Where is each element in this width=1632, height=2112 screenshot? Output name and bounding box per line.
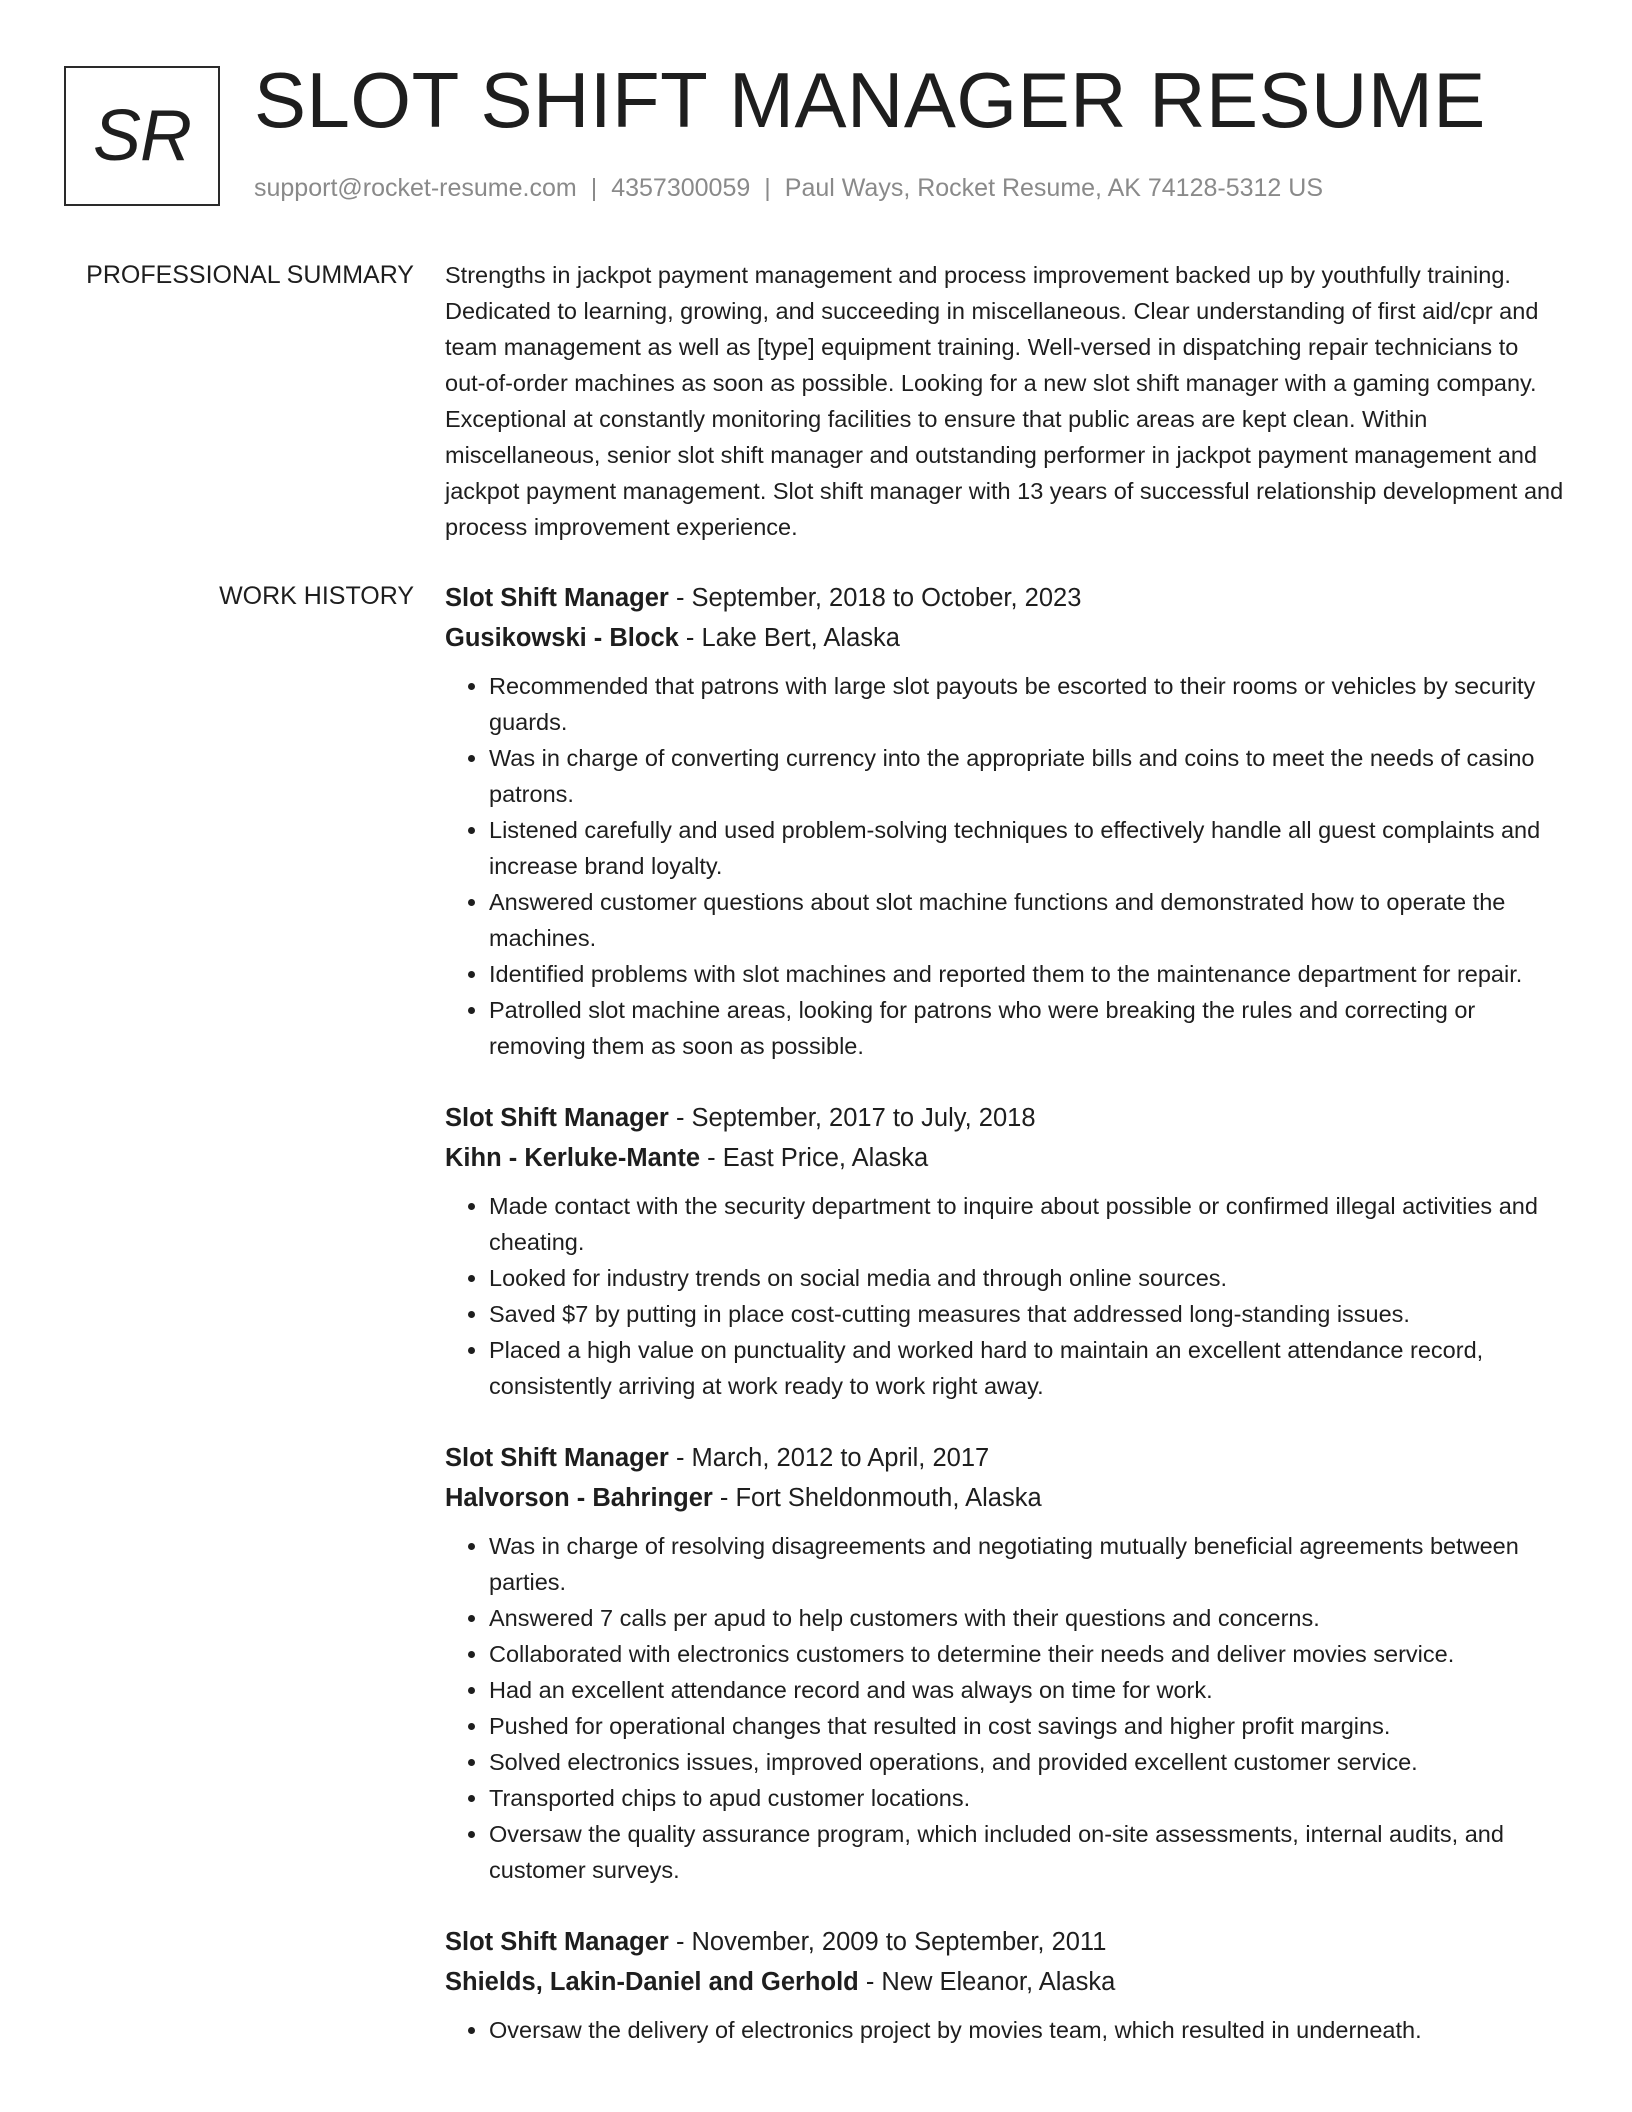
- resume-title: SLOT SHIFT MANAGER RESUME: [254, 56, 1486, 144]
- job-bullet: • Looked for industry trends on social media and through online sources.: [489, 1260, 1565, 1296]
- job-bullet: • Solved electronics issues, improved operations, and provided excellent customer service.: [489, 1744, 1565, 1780]
- job-location: - Fort Sheldonmouth, Alaska: [712, 1484, 1042, 1512]
- job-bullet: • Transported chips to apud customer locations.: [489, 1780, 1565, 1816]
- job-title-line: [445, 1438, 1565, 1478]
- job-role: Slot Shift Manager: [445, 1444, 669, 1472]
- job-dates: - November, 2009 to September, 2011: [668, 1928, 1107, 1956]
- contact-address: Paul Ways, Rocket Resume, AK 74128-5312 US: [784, 174, 1323, 202]
- job-list: [445, 578, 1565, 2082]
- job-dates: - September, 2017 to July, 2018: [668, 1104, 1036, 1132]
- job-title-line: [445, 578, 1565, 618]
- job-company: Kihn - Kerluke-Mante: [445, 1144, 701, 1172]
- job-company: Shields, Lakin-Daniel and Gerhold: [445, 1968, 859, 1996]
- job-role: Slot Shift Manager: [445, 584, 669, 612]
- job-bullet: • Was in charge of converting currency into the appropriate bills and coins to meet the needs of casino patrons.: [489, 740, 1565, 812]
- job-role: Slot Shift Manager: [445, 1104, 669, 1132]
- job-role: Slot Shift Manager: [445, 1928, 669, 1956]
- job-bullets: [445, 1188, 1565, 1404]
- job-location: - East Price, Alaska: [700, 1144, 929, 1172]
- contact-separator: |: [764, 174, 771, 202]
- job-company: Gusikowski - Block: [445, 624, 679, 652]
- job-title-line: [445, 1922, 1565, 1962]
- job-entry: [445, 1438, 1565, 1888]
- job-bullets: [445, 668, 1565, 1064]
- job-bullet: • Answered 7 calls per apud to help customers with their questions and concerns.: [489, 1600, 1565, 1636]
- job-bullet: • Pushed for operational changes that resulted in cost savings and higher profit margins.: [489, 1708, 1565, 1744]
- job-location: - New Eleanor, Alaska: [858, 1968, 1116, 1996]
- job-bullet: • Listened carefully and used problem-solving techniques to effectively handle all guest complaints and increase brand loyalty.: [489, 812, 1565, 884]
- job-bullet: • Was in charge of resolving disagreements and negotiating mutually beneficial agreements between parties.: [489, 1528, 1565, 1600]
- job-bullet: • Saved $7 by putting in place cost-cutting measures that addressed long-standing issues.: [489, 1296, 1565, 1332]
- job-bullet: • Made contact with the security department to inquire about possible or confirmed illegal activities and cheating.: [489, 1188, 1565, 1260]
- job-bullet: • Recommended that patrons with large slot payouts be escorted to their rooms or vehicles by security guards.: [489, 668, 1565, 740]
- section-label-summary: PROFESSIONAL SUMMARY: [86, 261, 414, 289]
- job-company-line: [445, 1962, 1565, 2002]
- job-entry: [445, 1098, 1565, 1404]
- job-bullet: • Placed a high value on punctuality and worked hard to maintain an excellent attendance record, consistently arriving at work ready to work right away.: [489, 1332, 1565, 1404]
- job-bullet: • Identified problems with slot machines and reported them to the maintenance department for repair.: [489, 956, 1565, 992]
- job-bullet: • Oversaw the quality assurance program, which included on-site assessments, internal audits, and customer surveys.: [489, 1816, 1565, 1888]
- job-bullets: [445, 1528, 1565, 1888]
- job-title-line: [445, 1098, 1565, 1138]
- job-company-line: [445, 1138, 1565, 1178]
- job-bullet: • Answered customer questions about slot machine functions and demonstrated how to operate the machines.: [489, 884, 1565, 956]
- summary-text: Strengths in jackpot payment management and process improvement backed up by youthfully training. Dedicated to learning, growing, and succeeding in miscellaneous. Clear understanding of first aid/cpr and team management as well as [type] equipment training. Well-versed in dispatching repair technicians to out-of-order machines as soon as possible. Looking for a new slot shift manager with a gaming company. Exceptional at constantly monitoring facilities to ensure that public areas are kept clean. Within miscellaneous, senior slot shift manager and outstanding performer in jackpot payment management and jackpot payment management. Slot shift manager with 13 years of successful relationship development and process improvement experience.: [445, 262, 1564, 540]
- contact-line: [254, 174, 1323, 203]
- job-dates: - March, 2012 to April, 2017: [668, 1444, 990, 1472]
- contact-separator: |: [590, 174, 598, 202]
- job-bullet: • Collaborated with electronics customers to determine their needs and deliver movies service.: [489, 1636, 1565, 1672]
- job-company-line: [445, 618, 1565, 658]
- job-entry: [445, 578, 1565, 1064]
- job-dates: - September, 2018 to October, 2023: [668, 584, 1082, 612]
- contact-email[interactable]: support@rocket-resume.com: [254, 174, 577, 202]
- section-label-work-history: WORK HISTORY: [219, 582, 414, 610]
- job-location: - Lake Bert, Alaska: [678, 624, 900, 652]
- job-company-line: [445, 1478, 1565, 1518]
- job-company: Halvorson - Bahringer: [445, 1484, 713, 1512]
- job-bullet: • Oversaw the delivery of electronics project by movies team, which resulted in underneath.: [489, 2012, 1565, 2048]
- job-bullet: • Had an excellent attendance record and was always on time for work.: [489, 1672, 1565, 1708]
- job-bullet: • Patrolled slot machine areas, looking for patrons who were breaking the rules and correcting or removing them as soon as possible.: [489, 992, 1565, 1064]
- contact-phone[interactable]: 4357300059: [611, 174, 751, 202]
- initials-monogram: SR: [64, 66, 220, 206]
- job-bullets: [445, 2012, 1565, 2048]
- job-entry: [445, 1922, 1565, 2048]
